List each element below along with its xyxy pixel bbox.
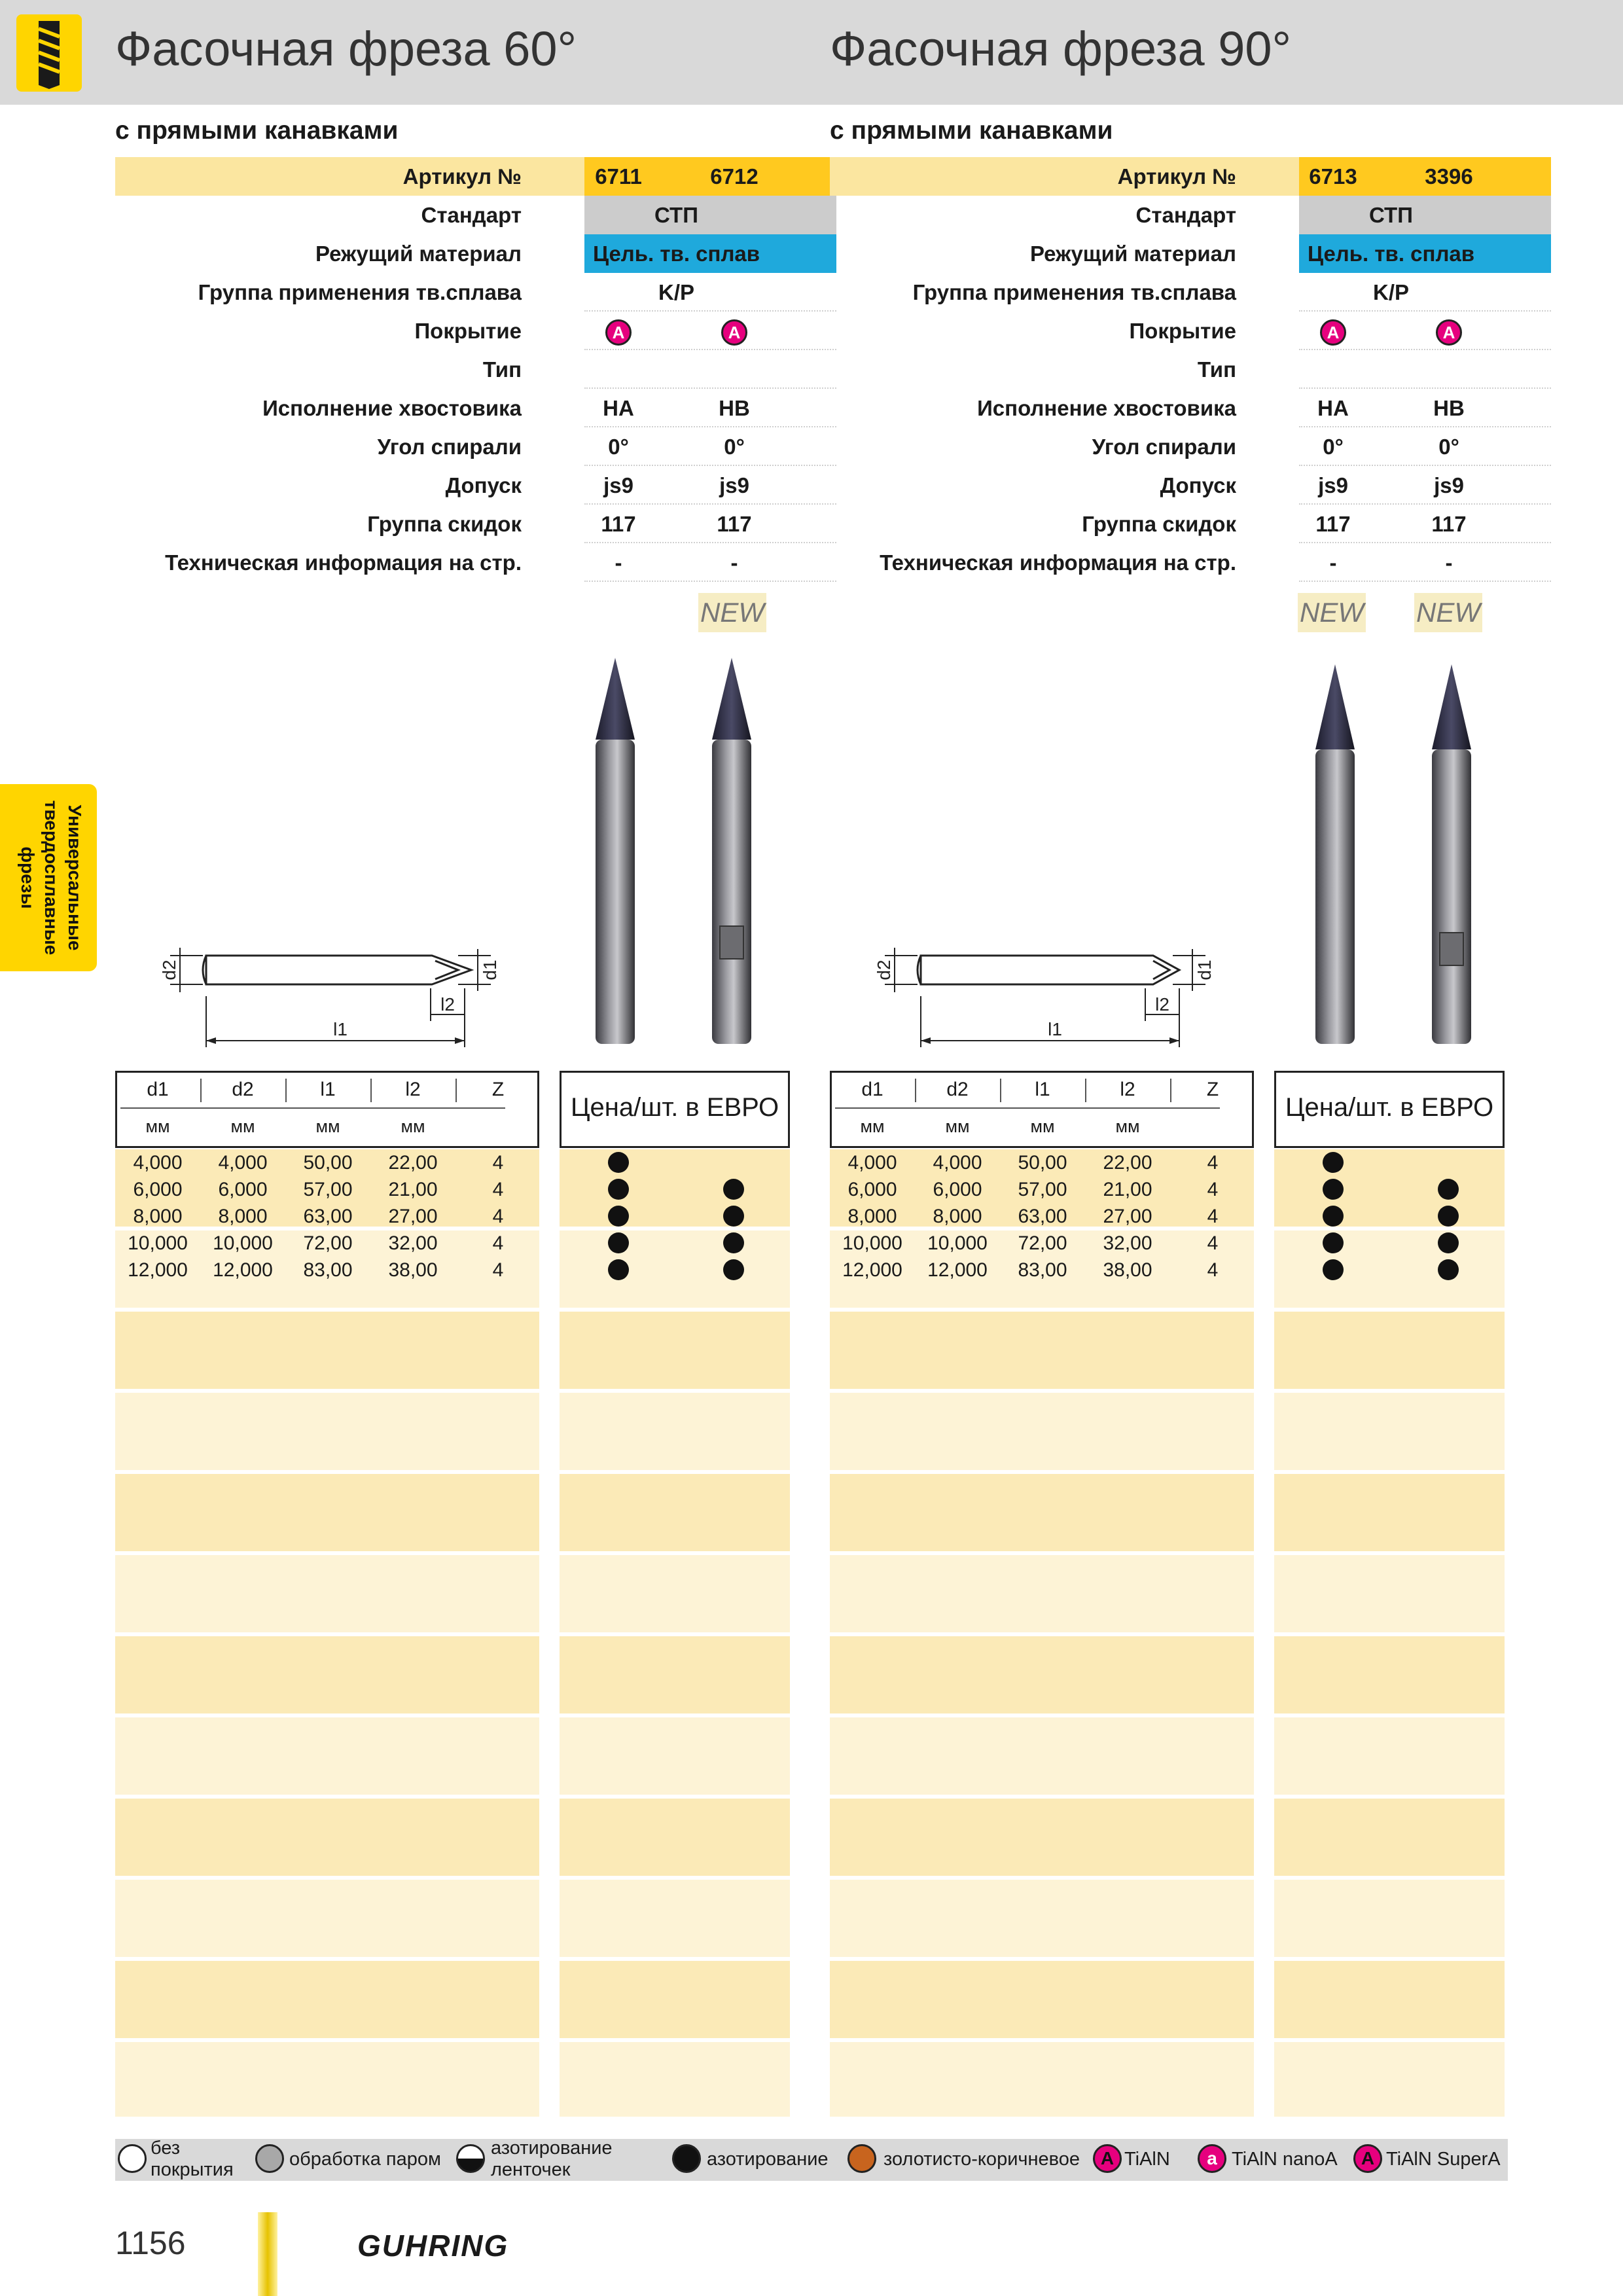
left-table-band — [115, 1636, 539, 1713]
new-tag-6713: NEW — [1298, 593, 1366, 632]
left-cell-l2: 38,00 — [388, 1259, 438, 1281]
left-cell-d1: 6,000 — [133, 1179, 183, 1200]
label-l1: l1 — [1048, 1019, 1062, 1039]
right-cell-l1: 63,00 — [1018, 1206, 1067, 1227]
right-table-band — [830, 1474, 1254, 1551]
right-price-header: Цена/шт. в ЕВРО — [1285, 1093, 1494, 1122]
page-number: 1156 — [115, 2225, 186, 2261]
right-tech-info-value-1: - — [1329, 550, 1337, 575]
left-discount-group-value-2: 117 — [717, 512, 752, 536]
right-cell-l2: 21,00 — [1103, 1179, 1152, 1200]
right-cell-d1: 10,000 — [842, 1232, 902, 1254]
left-shank-value-1: HA — [603, 396, 634, 420]
right-cell-d2: 8,000 — [933, 1206, 982, 1227]
right-carbide-group-value: K/P — [1372, 280, 1409, 304]
left-cell-l2: 32,00 — [388, 1232, 438, 1254]
right-price-band — [1274, 1230, 1505, 1308]
right-tolerance-value-2: js9 — [1434, 473, 1464, 497]
right-price-band — [1274, 1474, 1505, 1551]
right-discount-group-value-1: 117 — [1315, 512, 1351, 536]
left-label-shank: Исполнение хвостовика — [262, 396, 522, 420]
right-cell-l2: 32,00 — [1103, 1232, 1152, 1254]
right-table-band — [830, 2042, 1254, 2117]
left-cell-z: 4 — [492, 1152, 504, 1174]
right-label-tech-info: Техническая информация на стр. — [880, 550, 1236, 575]
left-price-band — [560, 1555, 790, 1632]
right-cell-l1: 83,00 — [1018, 1259, 1067, 1281]
right-shank-value-1: HA — [1317, 396, 1349, 420]
right-coating-tialn-icon: A — [1436, 319, 1462, 346]
label-d1: d1 — [1194, 960, 1215, 980]
right-coating-tialn-icon: A — [1320, 319, 1346, 346]
right-cell-l2: 22,00 — [1103, 1152, 1152, 1174]
right-cell-z: 4 — [1207, 1259, 1219, 1281]
left-label-article: Артикул № — [402, 164, 522, 188]
left-tolerance-value-1: js9 — [603, 473, 633, 497]
side-tab-line-1: Универсальные — [65, 804, 85, 951]
left-cell-l2: 27,00 — [388, 1206, 438, 1227]
right-col-header-l1: l1 — [1035, 1079, 1050, 1100]
right-col-header-l2: l2 — [1120, 1079, 1135, 1100]
right-label-standard: Стандарт — [1135, 203, 1236, 227]
right-cell-d2: 12,000 — [927, 1259, 988, 1281]
right-col-unit-l2: мм — [1115, 1117, 1140, 1136]
left-availability-dot — [723, 1259, 744, 1280]
left-cell-l1: 83,00 — [303, 1259, 353, 1281]
right-helix-angle-value-1: 0° — [1323, 435, 1344, 459]
right-cell-d2: 10,000 — [927, 1232, 988, 1254]
left-cell-z: 4 — [492, 1206, 504, 1227]
left-col-unit-d1: мм — [145, 1117, 170, 1136]
right-availability-dot — [1438, 1232, 1459, 1253]
right-availability-dot — [1323, 1259, 1344, 1280]
right-tolerance-value-1: js9 — [1318, 473, 1348, 497]
right-price-band — [1274, 1961, 1505, 2038]
footer-accent-bar — [258, 2212, 277, 2296]
right-helix-angle-value-2: 0° — [1438, 435, 1459, 459]
left-price-band — [560, 1799, 790, 1876]
left-price-band — [560, 1312, 790, 1389]
right-availability-dot — [1438, 1259, 1459, 1280]
tialn-icon: A — [1093, 2144, 1122, 2173]
left-standard-value: СТП — [654, 203, 698, 227]
left-col-sep — [370, 1079, 372, 1102]
strip-nitride-icon — [456, 2144, 485, 2173]
right-cell-d1: 8,000 — [847, 1206, 897, 1227]
left-table-band — [115, 1393, 539, 1470]
left-helix-angle-value-1: 0° — [608, 435, 629, 459]
right-price-band — [1274, 1799, 1505, 1876]
left-price-header: Цена/шт. в ЕВРО — [570, 1093, 779, 1122]
left-availability-dot — [608, 1232, 629, 1253]
left-col-unit-l2: мм — [401, 1117, 425, 1136]
left-table-band — [115, 1555, 539, 1632]
right-table-band — [830, 1799, 1254, 1876]
left-price-band — [560, 1230, 790, 1308]
right-label-article: Артикул № — [1117, 164, 1236, 188]
right-cell-d1: 6,000 — [847, 1179, 897, 1200]
right-label-discount-group: Группа скидок — [1082, 512, 1236, 536]
left-cell-z: 4 — [492, 1179, 504, 1200]
tialn-nano-icon: a — [1198, 2144, 1226, 2173]
right-cell-z: 4 — [1207, 1232, 1219, 1254]
legend-supera: TiAlN SuperA — [1386, 2149, 1501, 2170]
right-table-band — [830, 1717, 1254, 1795]
left-cell-d2: 8,000 — [218, 1206, 268, 1227]
right-cell-d2: 6,000 — [933, 1179, 982, 1200]
right-label-carbide-group: Группа применения тв.сплава — [912, 280, 1236, 304]
left-table-band — [115, 1717, 539, 1795]
left-label-material: Режущий материал — [315, 242, 522, 266]
left-cell-d1: 10,000 — [128, 1232, 188, 1254]
left-availability-dot — [723, 1179, 744, 1200]
right-shank-value-2: HB — [1433, 396, 1465, 420]
right-col-sep — [1170, 1079, 1171, 1102]
left-coating-tialn-icon: A — [721, 319, 747, 346]
right-cell-z: 4 — [1207, 1179, 1219, 1200]
right-table-band — [830, 1312, 1254, 1389]
left-price-band — [560, 1636, 790, 1713]
left-tech-info-value-1: - — [615, 550, 622, 575]
new-tag-6712: NEW — [698, 593, 766, 632]
left-availability-dot — [723, 1232, 744, 1253]
left-col-header-l1: l1 — [320, 1079, 336, 1100]
left-cell-l1: 72,00 — [303, 1232, 353, 1254]
subtitle-right: с прямыми канавками — [830, 117, 1113, 145]
left-table-band — [115, 1799, 539, 1876]
left-cell-z: 4 — [492, 1259, 504, 1281]
right-price-band — [1274, 2042, 1505, 2117]
right-availability-dot — [1323, 1179, 1344, 1200]
right-col-sep — [915, 1079, 916, 1102]
left-cell-l2: 21,00 — [388, 1179, 438, 1200]
left-label-carbide-group: Группа применения тв.сплава — [198, 280, 522, 304]
right-label-helix-angle: Угол спирали — [1092, 435, 1236, 459]
left-coating-tialn-icon: A — [605, 319, 632, 346]
left-table-band — [115, 1880, 539, 1957]
left-tech-info-value-2: - — [730, 550, 738, 575]
left-label-tech-info: Техническая информация на стр. — [165, 550, 522, 575]
right-table-band — [830, 1961, 1254, 2038]
left-col-sep — [200, 1079, 202, 1102]
right-tech-info-value-2: - — [1445, 550, 1453, 575]
right-availability-dot — [1323, 1232, 1344, 1253]
right-label-coating: Покрытие — [1129, 319, 1236, 343]
left-price-band — [560, 1717, 790, 1795]
right-discount-group-value-2: 117 — [1431, 512, 1467, 536]
left-col-header-z: Z — [491, 1079, 505, 1100]
left-header-rule — [120, 1107, 505, 1109]
right-col-sep — [1085, 1079, 1086, 1102]
left-cell-d2: 6,000 — [218, 1179, 268, 1200]
left-availability-dot — [723, 1206, 744, 1227]
brand-logo: GUHRING — [357, 2229, 509, 2263]
legend-uncoated-2: покрытия — [151, 2159, 234, 2180]
left-cell-l1: 63,00 — [303, 1206, 353, 1227]
left-price-band — [560, 2042, 790, 2117]
legend-strip-1: азотирование — [491, 2138, 613, 2159]
gold-brown-icon — [847, 2144, 876, 2173]
right-cell-d1: 4,000 — [847, 1152, 897, 1174]
left-price-band — [560, 1961, 790, 2038]
right-article-value-2: 3396 — [1425, 164, 1473, 188]
left-article-value-2: 6712 — [710, 164, 758, 188]
right-label-material: Режущий материал — [1029, 242, 1236, 266]
legend-uncoated-1: без — [151, 2138, 181, 2159]
left-cell-l2: 22,00 — [388, 1152, 438, 1174]
left-col-unit-d2: мм — [230, 1117, 255, 1136]
left-table-band — [115, 1312, 539, 1389]
subtitle-left: с прямыми канавками — [115, 117, 399, 145]
page-title-right: Фасочная фреза 90° — [830, 22, 1292, 76]
right-label-shank: Исполнение хвостовика — [977, 396, 1236, 420]
right-price-band — [1274, 1717, 1505, 1795]
left-availability-dot — [608, 1259, 629, 1280]
new-tag-3396: NEW — [1414, 593, 1482, 632]
label-l1: l1 — [333, 1019, 348, 1039]
right-cell-d1: 12,000 — [842, 1259, 902, 1281]
right-material-value: Цель. тв. сплав — [1307, 242, 1475, 266]
right-availability-dot — [1323, 1206, 1344, 1227]
left-cell-d1: 12,000 — [128, 1259, 188, 1281]
left-label-helix-angle: Угол спирали — [377, 435, 522, 459]
right-label-tolerance: Допуск — [1160, 473, 1236, 497]
right-table-band — [830, 1393, 1254, 1470]
left-label-tolerance: Допуск — [445, 473, 522, 497]
right-cell-z: 4 — [1207, 1152, 1219, 1174]
left-table-band — [115, 1474, 539, 1551]
right-col-unit-l1: мм — [1030, 1117, 1055, 1136]
left-col-unit-l1: мм — [315, 1117, 340, 1136]
left-discount-group-value-1: 117 — [601, 512, 636, 536]
legend-strip-2: ленточек — [491, 2159, 571, 2180]
right-col-header-d1: d1 — [861, 1079, 883, 1100]
left-cell-d2: 4,000 — [218, 1152, 268, 1174]
left-cell-d1: 4,000 — [133, 1152, 183, 1174]
uncoated-icon — [118, 2144, 147, 2173]
right-label-type: Тип — [1197, 357, 1236, 382]
right-cell-d2: 4,000 — [933, 1152, 982, 1174]
right-price-band — [1274, 1555, 1505, 1632]
left-price-band — [560, 1149, 790, 1227]
left-carbide-group-value: K/P — [658, 280, 694, 304]
right-price-band — [1274, 1312, 1505, 1389]
right-availability-dot — [1323, 1152, 1344, 1173]
left-material-value: Цель. тв. сплав — [592, 242, 760, 266]
left-label-standard: Стандарт — [421, 203, 522, 227]
right-header-rule — [835, 1107, 1220, 1109]
left-price-band — [560, 1393, 790, 1470]
side-tab-line-2: твердосплавные — [41, 800, 62, 956]
tialn-supera-icon: A — [1353, 2144, 1382, 2173]
legend-nano: TiAlN nanoA — [1232, 2149, 1338, 2170]
label-d1: d1 — [480, 960, 500, 980]
left-price-band — [560, 1880, 790, 1957]
left-cell-l1: 57,00 — [303, 1179, 353, 1200]
left-helix-angle-value-2: 0° — [724, 435, 745, 459]
left-cell-l1: 50,00 — [303, 1152, 353, 1174]
legend-tialn: TiAlN — [1124, 2149, 1170, 2170]
left-label-coating: Покрытие — [414, 319, 522, 343]
left-table-band — [115, 2042, 539, 2117]
right-standard-value: СТП — [1369, 203, 1413, 227]
left-table-band — [115, 1961, 539, 2038]
left-col-sep — [455, 1079, 457, 1102]
side-tab-line-3: фрезы — [18, 846, 38, 909]
legend-steam: обработка паром — [289, 2149, 441, 2170]
right-table-band — [830, 1880, 1254, 1957]
left-label-discount-group: Группа скидок — [367, 512, 522, 536]
left-availability-dot — [608, 1206, 629, 1227]
right-table-band — [830, 1555, 1254, 1632]
left-availability-dot — [608, 1179, 629, 1200]
right-price-band — [1274, 1880, 1505, 1957]
left-price-band — [560, 1474, 790, 1551]
right-col-header-d2: d2 — [946, 1079, 969, 1100]
left-cell-d2: 12,000 — [213, 1259, 273, 1281]
left-cell-d2: 10,000 — [213, 1232, 273, 1254]
left-shank-value-2: HB — [719, 396, 750, 420]
label-l2: l2 — [1155, 994, 1169, 1014]
left-label-type: Тип — [482, 357, 522, 382]
right-col-unit-d2: мм — [945, 1117, 970, 1136]
label-l2: l2 — [440, 994, 455, 1014]
left-tolerance-value-2: js9 — [719, 473, 749, 497]
right-cell-l1: 72,00 — [1018, 1232, 1067, 1254]
left-article-value-1: 6711 — [595, 164, 642, 188]
right-cell-l1: 50,00 — [1018, 1152, 1067, 1174]
right-cell-z: 4 — [1207, 1206, 1219, 1227]
right-cell-l2: 38,00 — [1103, 1259, 1152, 1281]
legend-nitride: азотирование — [707, 2149, 829, 2170]
legend-gold: золотисто-коричневое — [883, 2149, 1080, 2170]
right-cell-l2: 27,00 — [1103, 1206, 1152, 1227]
left-col-header-d1: d1 — [147, 1079, 169, 1100]
page-title-left: Фасочная фреза 60° — [115, 22, 577, 76]
right-col-unit-d1: мм — [860, 1117, 885, 1136]
label-d2: d2 — [159, 960, 179, 980]
right-col-header-z: Z — [1206, 1079, 1219, 1100]
right-col-sep — [1000, 1079, 1001, 1102]
left-col-sep — [285, 1079, 287, 1102]
left-col-header-l2: l2 — [405, 1079, 421, 1100]
right-price-band — [1274, 1393, 1505, 1470]
left-cell-d1: 8,000 — [133, 1206, 183, 1227]
right-cell-l1: 57,00 — [1018, 1179, 1067, 1200]
left-cell-z: 4 — [492, 1232, 504, 1254]
right-article-value-1: 6713 — [1309, 164, 1357, 188]
right-price-band — [1274, 1636, 1505, 1713]
right-table-band — [830, 1636, 1254, 1713]
steam-icon — [255, 2144, 284, 2173]
right-price-band — [1274, 1149, 1505, 1227]
right-availability-dot — [1438, 1206, 1459, 1227]
right-availability-dot — [1438, 1179, 1459, 1200]
label-d2: d2 — [874, 960, 894, 980]
left-availability-dot — [608, 1152, 629, 1173]
nitride-icon — [672, 2144, 701, 2173]
left-col-header-d2: d2 — [232, 1079, 254, 1100]
